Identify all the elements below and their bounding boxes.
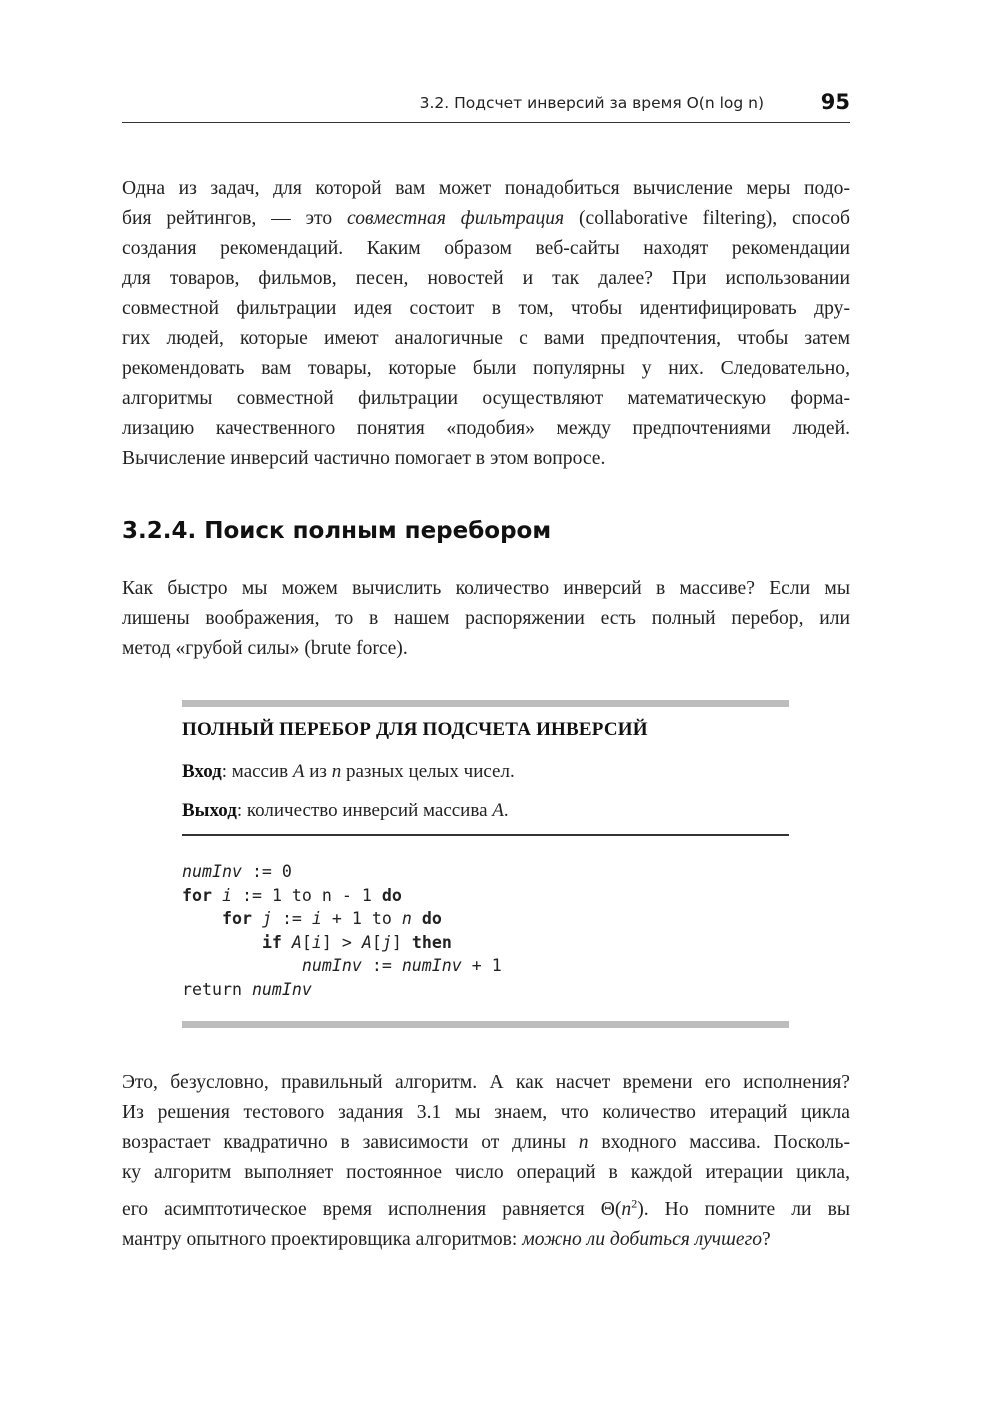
text-line: Из решения тестового задания 3.1 мы знаем, что количество итераций цикла [122, 1102, 850, 1123]
algorithm-title: ПОЛНЫЙ ПЕРЕБОР ДЛЯ ПОДСЧЕТА ИНВЕРСИЙ [182, 719, 648, 740]
text-line: Это, безусловно, правильный алгоритм. А как насчет времени его исполнения? [122, 1072, 850, 1093]
text-line: возрастает квадратично в зависимости от длины n входного массива. Посколь- [122, 1132, 850, 1153]
algorithm-output: Выход: количество инверсий массива A. [182, 800, 509, 821]
text-line: совместной фильтрации идея состоит в том, чтобы идентифицировать дру- [122, 298, 850, 319]
text-line: его асимптотическое время исполнения равняется $\Theta(n^2)$. Но помните ли вы [122, 1196, 850, 1220]
code-line: if A[i] > A[j] then [261, 932, 452, 952]
text-line: гих людей, которые имеют аналогичные с вами предпочтения, чтобы затем [122, 328, 850, 349]
running-header [122, 90, 850, 123]
text-line: создания рекомендаций. Каким образом веб-сайты находят рекомендации [122, 238, 850, 259]
output-label: Выход [182, 800, 237, 821]
text-line: для товаров, фильмов, песен, новостей и так далее? При использовании [122, 268, 850, 289]
running-title: 3.2. Подсчет инверсий за время O(n log n) [419, 94, 764, 112]
text-line: бия рейтингов, — это совместная фильтрация (collaborative filtering), способ [122, 208, 850, 229]
box-bottom-bar [182, 1021, 789, 1028]
text-line: Вычисление инверсий частично помогает в этом вопросе. [122, 448, 606, 469]
code-line: numInv := numInv + 1 [301, 956, 502, 976]
code-line: for i := 1 to n - 1 do [182, 885, 402, 905]
text-line: ку алгоритм выполняет постоянное число операций в каждой итерации цикла, [122, 1162, 850, 1183]
text-line: лизацию качественного понятия «подобия» между предпочтениями людей. [122, 418, 850, 439]
emphasis-term: совместная фильтрация [347, 208, 565, 229]
code-line: numInv := 0 [182, 862, 292, 881]
text-line: Как быстро мы можем вычислить количество инверсий в массиве? Если мы [122, 578, 850, 599]
algorithm-input: Вход: массив A из n разных целых чисел. [182, 761, 515, 782]
paragraph-collaborative-filtering [122, 174, 850, 474]
algorithm-box [182, 700, 789, 1028]
input-label: Вход [182, 761, 222, 782]
emphasis-question: можно ли добиться лучшего [522, 1228, 763, 1250]
page-number: 95 [820, 90, 850, 114]
code-line: for j := i + 1 to n do [221, 909, 442, 929]
text-line: лишены воображения, то в нашем распоряжении есть полный перебор, или [122, 608, 850, 629]
text-line: рекомендовать вам товары, которые были популярны у них. Следовательно, [122, 358, 850, 379]
text-line: метод «грубой силы» (brute force). [122, 638, 408, 659]
box-divider [182, 834, 789, 836]
paragraph-brute-force [122, 574, 850, 664]
pseudocode-block [182, 860, 502, 1002]
code-line: return numInv [182, 979, 312, 999]
box-top-bar [182, 700, 789, 707]
text-line: Одна из задач, для которой вам может понадобиться вычисление меры подо- [122, 178, 850, 199]
paragraph-analysis [122, 1068, 850, 1255]
section-heading: 3.2.4. Поиск полным перебором [122, 518, 552, 544]
text-line: алгоритмы совместной фильтрации осуществляют математическую форма- [122, 388, 850, 409]
text-line: мантру опытного проектировщика алгоритмов: можно ли добиться лучшего? [122, 1228, 771, 1250]
